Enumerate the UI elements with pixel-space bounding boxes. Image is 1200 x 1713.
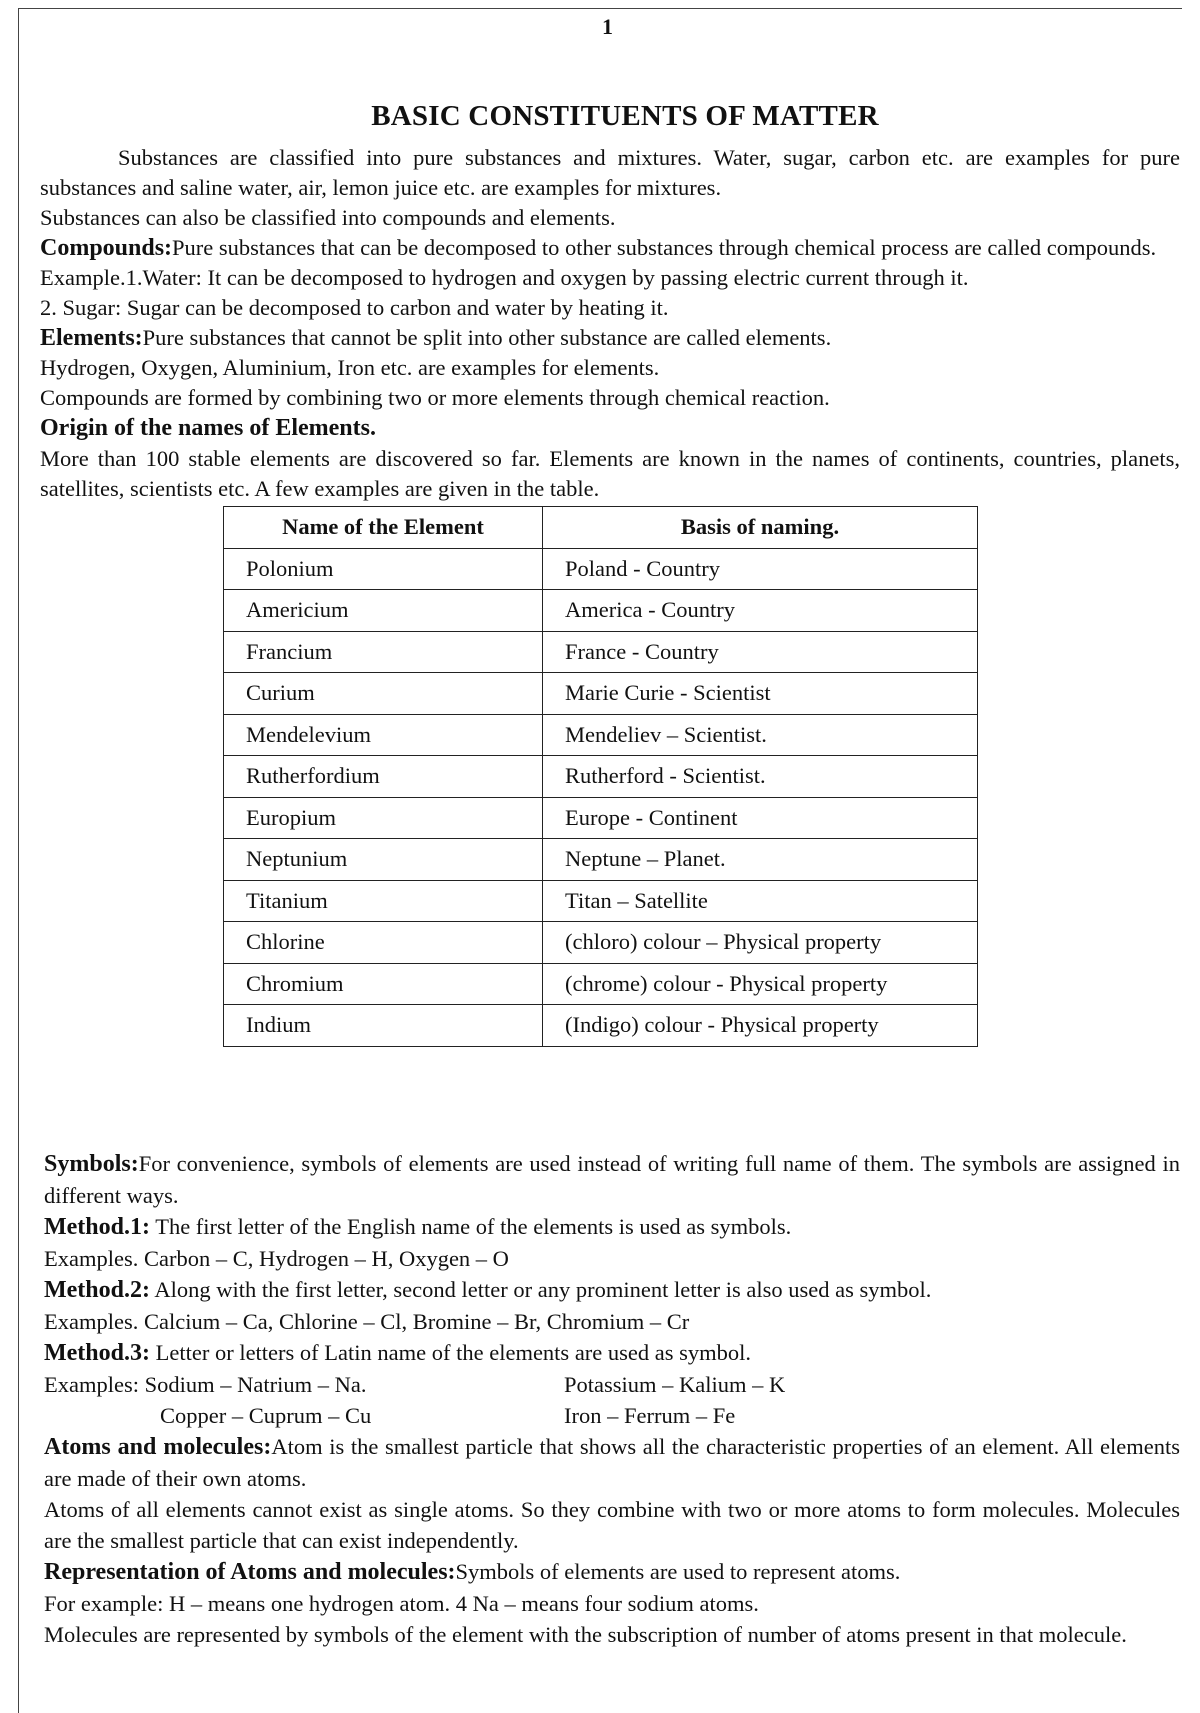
- naming-basis: (chrome) colour - Physical property: [543, 963, 978, 1005]
- classification-paragraph: Substances can also be classified into compounds and elements.: [40, 205, 616, 230]
- naming-basis: Mendeliev – Scientist.: [543, 714, 978, 756]
- symbols-section: [44, 1148, 1180, 1650]
- table-row: [224, 839, 978, 881]
- latin-examples-row-2: [44, 1400, 1180, 1431]
- compounds-text: Pure substances that can be decomposed to other substances through chemical process are called compounds.: [172, 235, 1157, 260]
- table-row: [224, 673, 978, 715]
- naming-basis: Titan – Satellite: [543, 880, 978, 922]
- latin-examples-row-1: [44, 1369, 1180, 1400]
- latin-example-sodium: Examples: Sodium – Natrium – Na.: [44, 1372, 367, 1397]
- table-row: [224, 714, 978, 756]
- method-1-text: The first letter of the English name of the elements is used as symbols.: [149, 1214, 792, 1239]
- page-border-top: [18, 8, 1182, 9]
- element-name: Europium: [224, 797, 543, 839]
- element-name: Curium: [224, 673, 543, 715]
- elements-label: Elements:: [40, 325, 143, 351]
- compounds-label: Compounds:: [40, 235, 173, 261]
- representation-label: Representation of Atoms and molecules:: [44, 1559, 456, 1585]
- table-row: [224, 880, 978, 922]
- method-1-examples: Examples. Carbon – C, Hydrogen – H, Oxygen – O: [44, 1246, 509, 1271]
- compounds-formation: Compounds are formed by combining two or more elements through chemical reaction.: [40, 385, 830, 410]
- element-names-table: [223, 506, 978, 1047]
- intro-paragraph: Substances are classified into pure substances and mixtures. Water, sugar, carbon etc. are examples for pure substances and saline water, air, lemon juice etc. are examples for mixtures.: [40, 145, 1180, 200]
- table-row: [224, 797, 978, 839]
- naming-basis: France - Country: [543, 631, 978, 673]
- table-header-row: [224, 507, 978, 549]
- origin-heading: Origin of the names of Elements.: [40, 415, 376, 441]
- method-3: [44, 1337, 1180, 1369]
- atoms-label: Atoms and molecules:: [44, 1434, 272, 1460]
- method-3-text: Letter or letters of Latin name of the elements are used as symbol.: [149, 1340, 752, 1365]
- method-2: [44, 1274, 1180, 1306]
- symbols-text: For convenience, symbols of elements are used instead of writing full name of them. The symbols are assigned in different ways.: [44, 1151, 1180, 1208]
- method-1: [44, 1211, 1180, 1243]
- table-row: [224, 548, 978, 590]
- page-title: BASIC CONSTITUENTS OF MATTER: [371, 100, 879, 132]
- representation-text: Symbols of elements are used to represent atoms.: [455, 1559, 901, 1584]
- element-name: Americium: [224, 590, 543, 632]
- element-name: Rutherfordium: [224, 756, 543, 798]
- element-name: Polonium: [224, 548, 543, 590]
- element-name: Mendelevium: [224, 714, 543, 756]
- table-row: [224, 1005, 978, 1047]
- method-2-examples: Examples. Calcium – Ca, Chlorine – Cl, Bromine – Br, Chromium – Cr: [44, 1309, 690, 1334]
- table-row: [224, 922, 978, 964]
- page-border-left: [18, 8, 19, 1713]
- latin-example-iron: Iron – Ferrum – Fe: [564, 1403, 736, 1428]
- naming-basis: Rutherford - Scientist.: [543, 756, 978, 798]
- naming-basis: Marie Curie - Scientist: [543, 673, 978, 715]
- document-body: [40, 100, 1180, 1047]
- atoms-text: Atom is the smallest particle that shows all the characteristic properties of an element. All elements are made of their own atoms.: [44, 1434, 1180, 1491]
- representation-definition: [44, 1556, 1180, 1588]
- elements-definition: [40, 323, 1180, 353]
- table-header-element: Name of the Element: [224, 507, 543, 549]
- compounds-example-2: 2. Sugar: Sugar can be decomposed to carbon and water by heating it.: [40, 295, 669, 320]
- latin-example-copper: Copper – Cuprum – Cu: [160, 1403, 372, 1428]
- naming-basis: (chloro) colour – Physical property: [543, 922, 978, 964]
- naming-basis: (Indigo) colour - Physical property: [543, 1005, 978, 1047]
- method-1-label: Method.1:: [44, 1214, 150, 1240]
- elements-text: Pure substances that cannot be split into other substance are called elements.: [142, 325, 832, 350]
- table-row: [224, 631, 978, 673]
- molecule-representation: Molecules are represented by symbols of the element with the subscription of number of atoms present in that molecule.: [44, 1622, 1127, 1647]
- element-name: Francium: [224, 631, 543, 673]
- naming-basis: Europe - Continent: [543, 797, 978, 839]
- compounds-definition: [40, 233, 1180, 263]
- symbols-definition: [44, 1148, 1180, 1211]
- method-3-label: Method.3:: [44, 1340, 150, 1366]
- symbols-label: Symbols:: [44, 1151, 139, 1177]
- method-2-text: Along with the first letter, second letter or any prominent letter is also used as symbol.: [149, 1277, 932, 1302]
- table-header-basis: Basis of naming.: [543, 507, 978, 549]
- page-number: 1: [602, 14, 613, 39]
- method-2-label: Method.2:: [44, 1277, 150, 1303]
- element-name: Chromium: [224, 963, 543, 1005]
- table-row: [224, 756, 978, 798]
- element-name: Titanium: [224, 880, 543, 922]
- elements-examples: Hydrogen, Oxygen, Aluminium, Iron etc. are examples for elements.: [40, 355, 660, 380]
- element-name: Chlorine: [224, 922, 543, 964]
- table-row: [224, 590, 978, 632]
- atoms-definition: [44, 1431, 1180, 1494]
- table-row: [224, 963, 978, 1005]
- molecules-paragraph: Atoms of all elements cannot exist as single atoms. So they combine with two or more atoms to form molecules. Molecules are the smallest particle that can exist independently.: [44, 1497, 1180, 1553]
- element-name: Neptunium: [224, 839, 543, 881]
- origin-paragraph: More than 100 stable elements are discovered so far. Elements are known in the names of continents, countries, planets, satellites, scientists etc. A few examples are given in the table.: [40, 446, 1180, 501]
- element-name: Indium: [224, 1005, 543, 1047]
- naming-basis: America - Country: [543, 590, 978, 632]
- naming-basis: Neptune – Planet.: [543, 839, 978, 881]
- representation-example: For example: H – means one hydrogen atom. 4 Na – means four sodium atoms.: [44, 1591, 759, 1616]
- naming-basis: Poland - Country: [543, 548, 978, 590]
- latin-example-potassium: Potassium – Kalium – K: [564, 1372, 786, 1397]
- compounds-example-1: Example.1.Water: It can be decomposed to hydrogen and oxygen by passing electric current through it.: [40, 265, 969, 290]
